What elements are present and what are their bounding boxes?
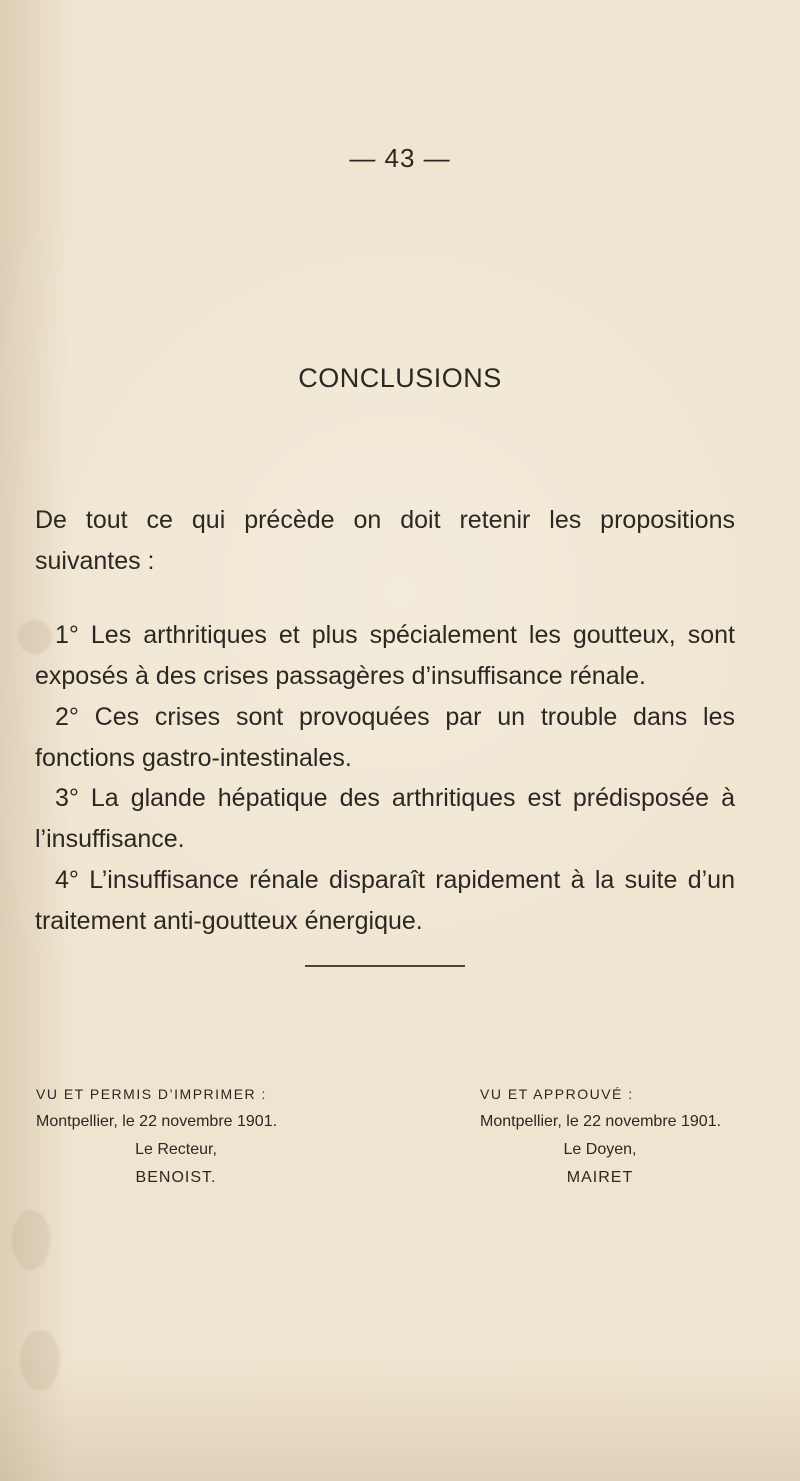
proposition-1: 1° Les arthritiques et plus spécialement les goutteux, sont exposés à des crises passagères d’insuffisance rénale. xyxy=(35,621,735,690)
approval-right-name: MAIRET xyxy=(566,1169,634,1186)
approval-right-role: Le Doyen, xyxy=(563,1141,637,1158)
paper-stain xyxy=(12,1210,50,1270)
separator-line xyxy=(305,965,465,967)
page-title: CONCLUSIONS xyxy=(298,363,502,393)
paper-stain xyxy=(20,1330,60,1390)
approval-right-date: Montpellier, le 22 novembre 1901. xyxy=(480,1113,722,1130)
proposition-4: 4° L’insuffisance rénale disparaît rapidement à la suite d’un traitement anti-goutteux énergique. xyxy=(35,866,735,935)
intro-paragraph: De tout ce qui précède on doit retenir les propositions suivantes : xyxy=(35,506,735,575)
approval-block-right xyxy=(480,1080,800,1192)
proposition-3: 3° La glande hépatique des arthritiques est prédisposée à l’insuffisance. xyxy=(35,784,735,853)
proposition-2: 2° Ces crises sont provoquées par un trouble dans les fonctions gastro-intestinales. xyxy=(35,703,735,772)
approval-left-date: Montpellier, le 22 novembre 1901. xyxy=(36,1113,278,1130)
approval-left-role: Le Recteur, xyxy=(135,1141,217,1158)
approval-right-heading: VU ET APPROUVÉ : xyxy=(480,1086,634,1102)
approval-block-left xyxy=(36,1080,366,1192)
page-number: — 43 — xyxy=(349,143,451,173)
approval-left-name: BENOIST. xyxy=(135,1169,217,1186)
approval-left-heading: VU ET PERMIS D’IMPRIMER : xyxy=(36,1086,267,1102)
